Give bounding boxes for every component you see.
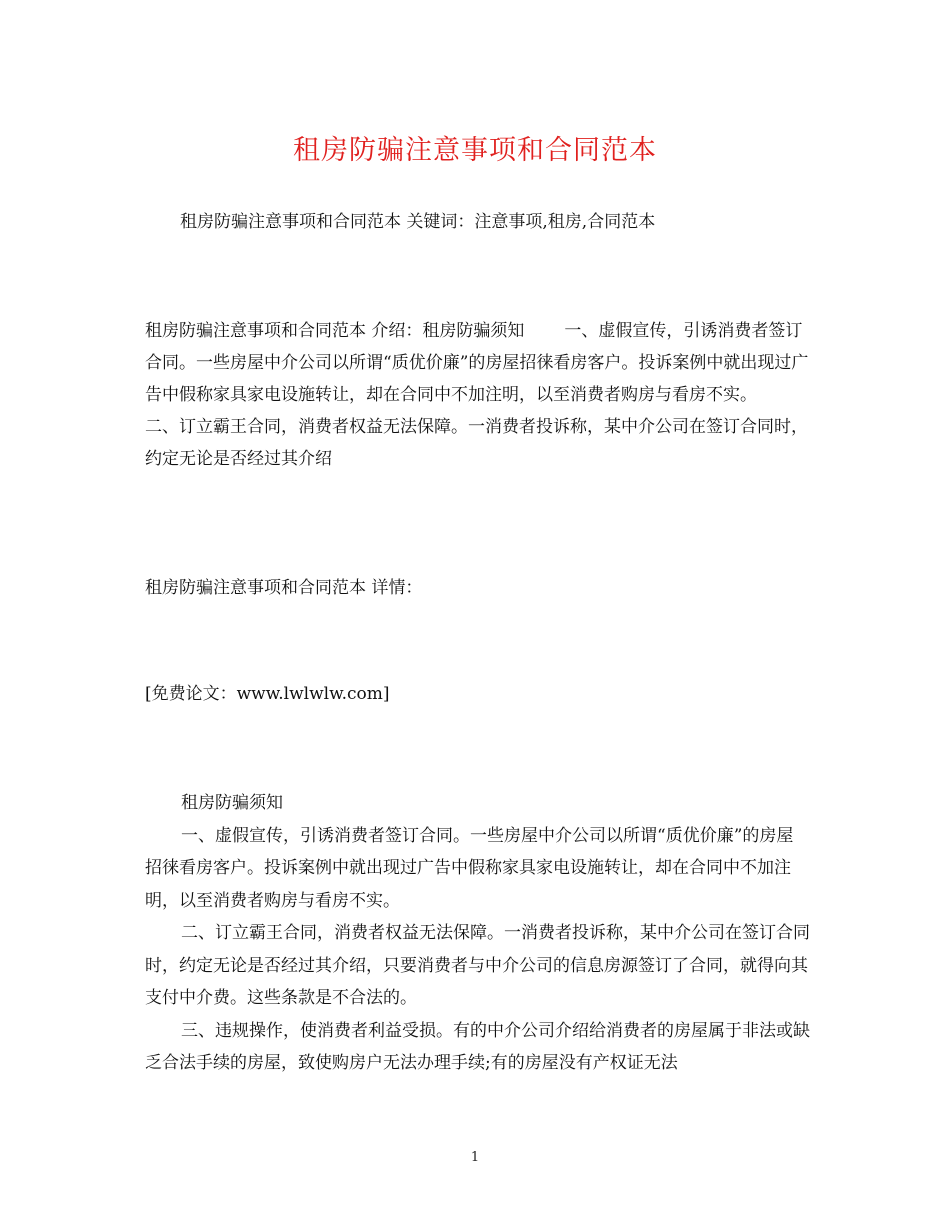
details-label: 租房防骗注意事项和合同范本 详情： (145, 578, 423, 598)
intro-point-two: 二、订立霸王合同，消费者权益无法保障。一消费者投诉称，某中介公司在签订合同时，约定无论是否经过其介绍 (145, 417, 808, 469)
intro-lead: 租房防骗注意事项和合同范本 介绍：租房防骗须知 (145, 321, 525, 341)
source-link[interactable]: [免费论文：www.lwlwlw.com] (145, 684, 390, 704)
body-paragraph-3: 三、违规操作，使消费者利益受损。有的中介公司介绍给消费者的房屋属于非法或缺乏合法手续的房屋，致使购房户无法办理手续;有的房屋没有产权证无法 (145, 1020, 810, 1073)
intro-paragraph (145, 315, 810, 475)
body-section (145, 787, 810, 1080)
body-paragraph-2: 二、订立霸王合同，消费者权益无法保障。一消费者投诉称，某中介公司在签订合同时，约定无论是否经过其介绍，只要消费者与中介公司的信息房源签订了合同，就得向其支付中介费。这些条款是不合法的。 (145, 923, 810, 1008)
intro-point-one: 一、虚假宣传，引诱消费者签订合同。一些房屋中介公司以所谓“质优价廉”的房屋招徕看房客户。投诉案例中就出现过广告中假称家具家电设施转让，却在合同中不加注明，以至消费者购房与看房不实。 (145, 321, 809, 405)
body-paragraph-1: 一、虚假宣传，引诱消费者签订合同。一些房屋中介公司以所谓“质优价廉”的房屋招徕看房客户。投诉案例中就出现过广告中假称家具家电设施转让，却在合同中不加注明，以至消费者购房与看房不实。 (145, 825, 794, 911)
keywords-line: 租房防骗注意事项和合同范本 关键词：注意事项,租房,合同范本 (180, 212, 656, 232)
body-heading: 租房防骗须知 (181, 793, 283, 813)
document-title: 租房防骗注意事项和合同范本 (293, 135, 657, 166)
page-number: 1 (470, 1150, 480, 1165)
